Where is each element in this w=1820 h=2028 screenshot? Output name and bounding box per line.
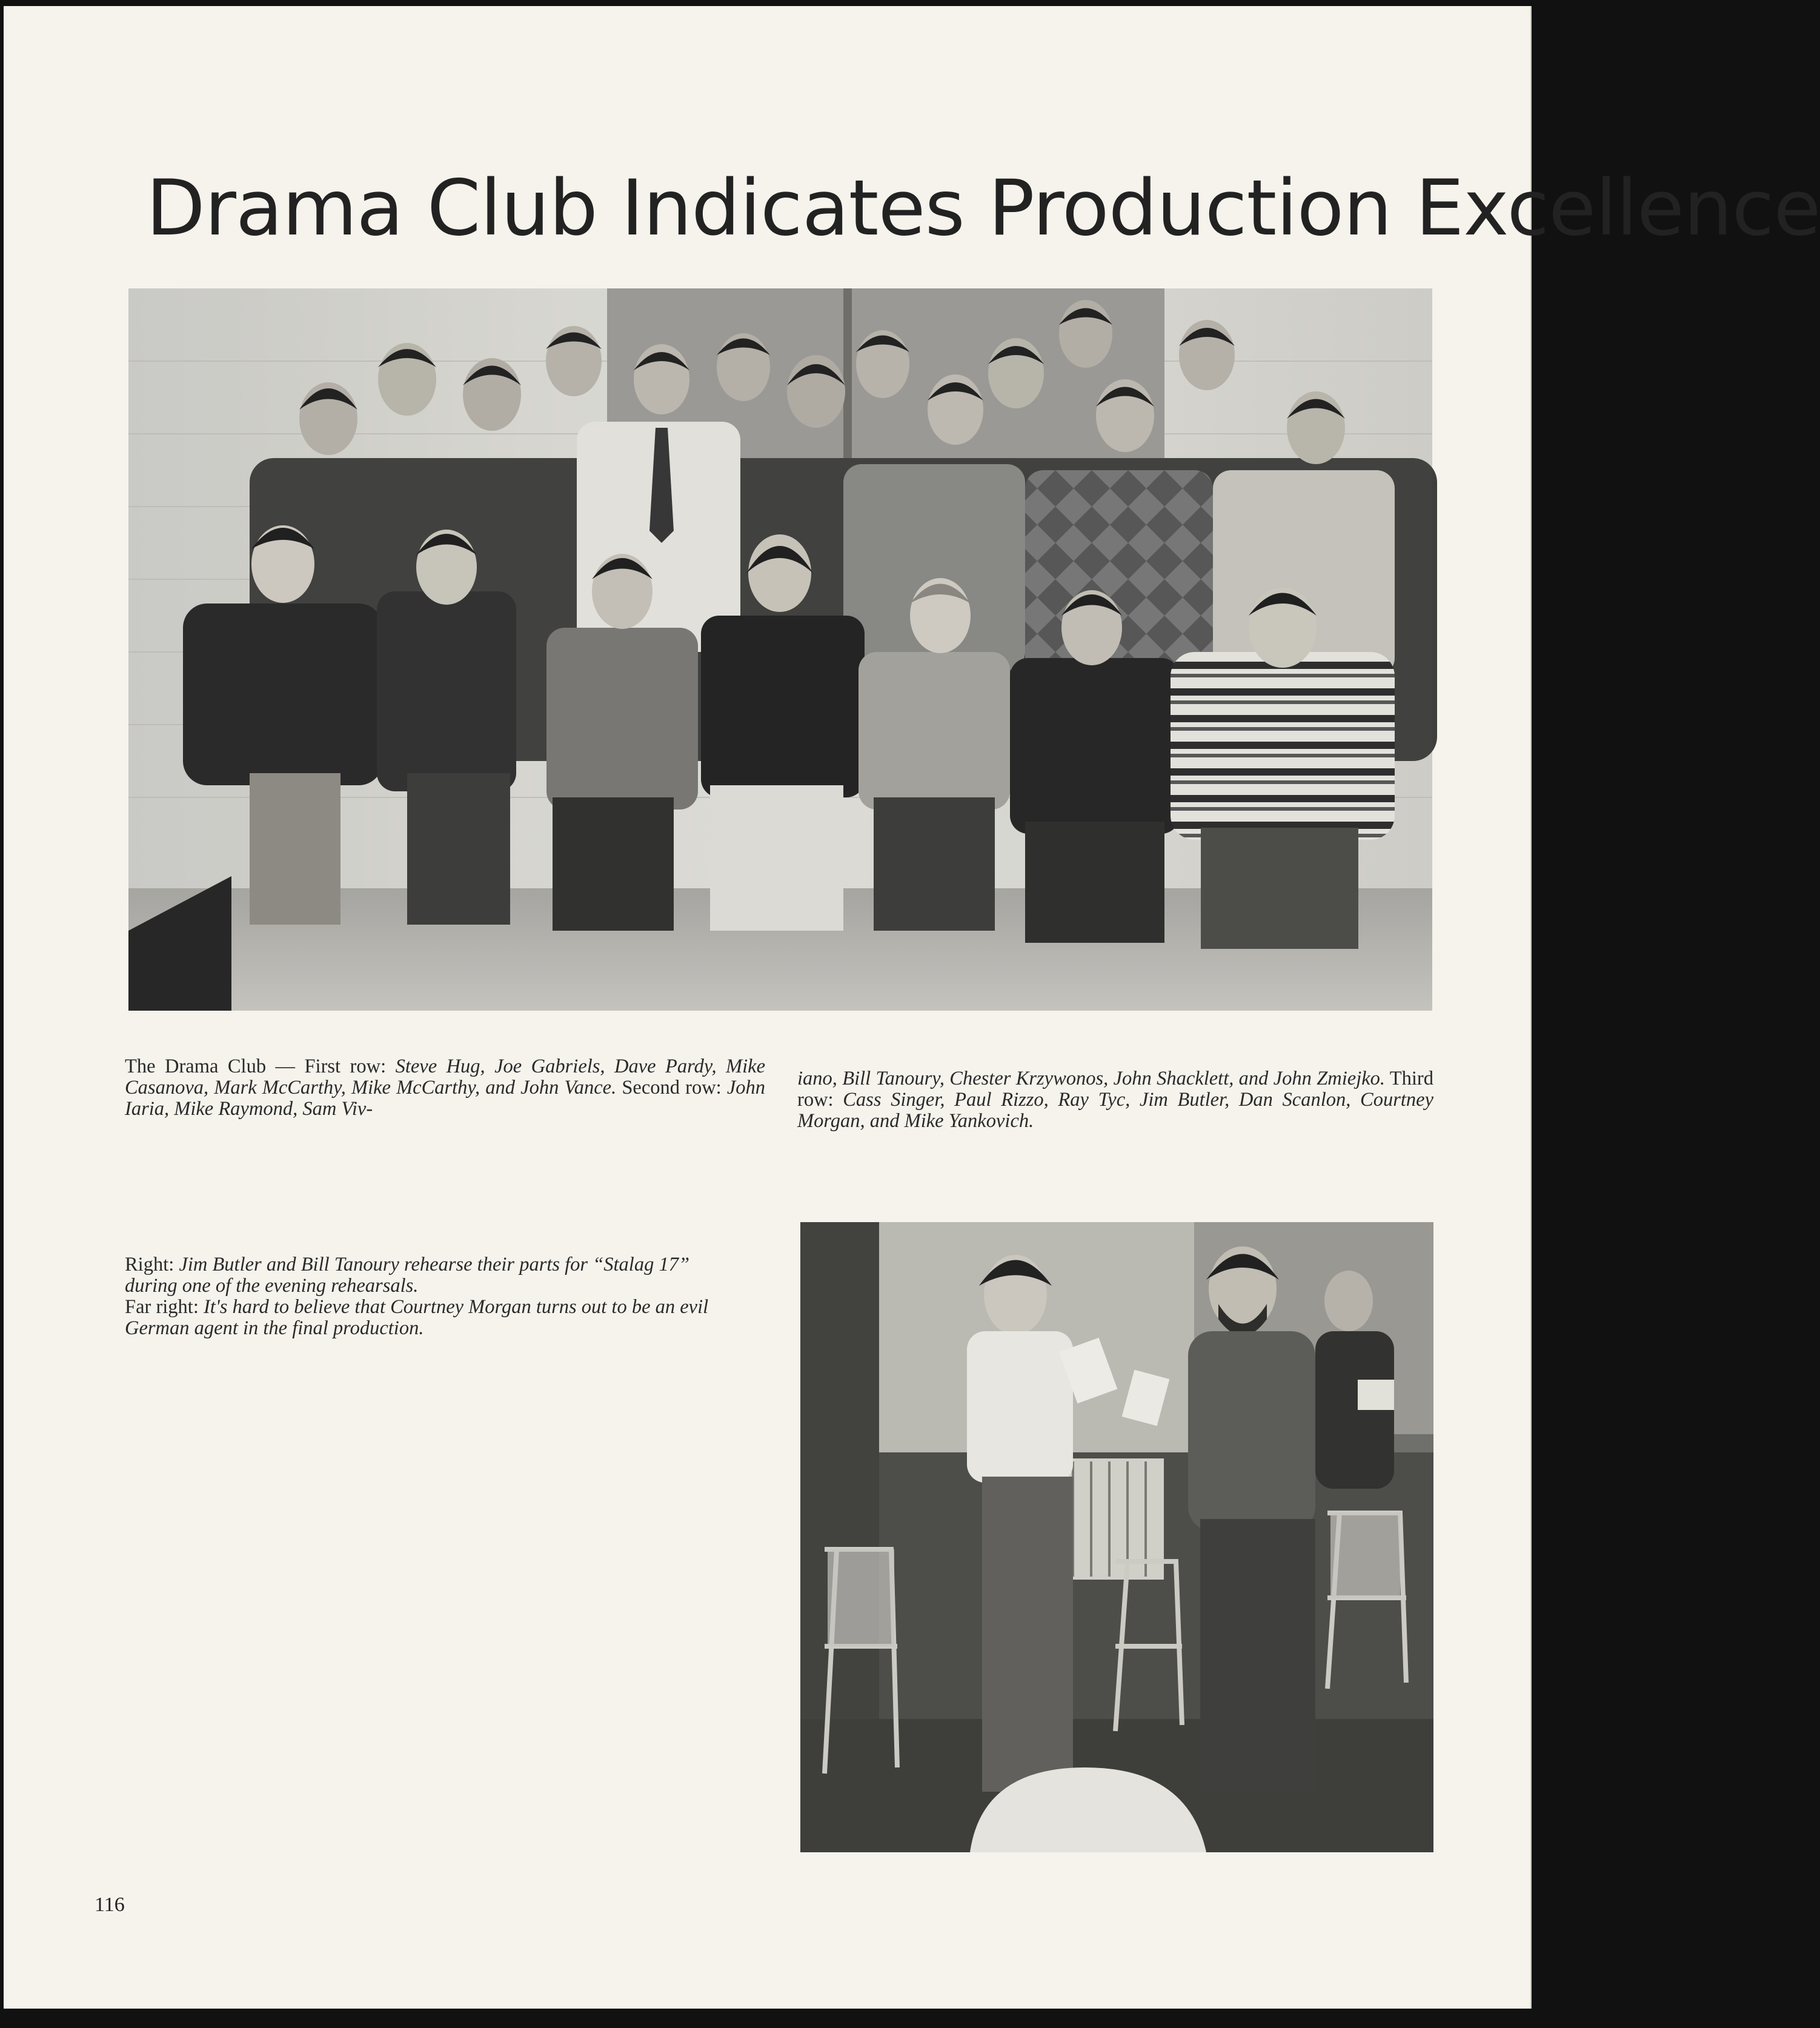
yearbook-page (4, 6, 1820, 2009)
second-row-names: John Iaria, Mike Raymond, Sam Viv- (125, 1076, 766, 1120)
caption-lead: The Drama Club — First row: (125, 1055, 396, 1077)
page-title: Drama Club Indicates Production Excellence (146, 163, 1820, 253)
rehearsal-photo-image (800, 1222, 1433, 1852)
second-row-label: Second row: (616, 1076, 727, 1099)
third-row-label: Third row: (797, 1067, 1433, 1111)
right-photo-caption (125, 1254, 719, 1297)
first-row-names: Steve Hug, Joe Gabriels, Dave Pardy, Mike Casanova, Mark McCarthy, Mike McCarthy, and John Vance. (125, 1055, 765, 1099)
drama-club-group-photo (128, 288, 1432, 1011)
second-row-names-cont: iano, Bill Tanoury, Chester Krzywonos, John Shacklett, and John Zmiejko. (797, 1067, 1386, 1089)
group-caption-right (797, 1068, 1433, 1132)
third-row-names: Cass Singer, Paul Rizzo, Ray Tyc, Jim Butler, Dan Scanlon, Courtney Morgan, and Mike Yankovich. (797, 1088, 1434, 1132)
group-caption-left (125, 1056, 765, 1120)
far-right-photo-caption (125, 1297, 719, 1339)
right-label: Right: (125, 1253, 179, 1275)
rehearsal-caption (125, 1254, 719, 1339)
page-number: 116 (95, 1893, 125, 1916)
group-photo-image (128, 288, 1432, 1011)
rehearsal-photo (800, 1222, 1433, 1852)
far-right-text: It's hard to believe that Courtney Morgan turns out to be an evil German agent in the final production. (125, 1295, 709, 1339)
right-text: Jim Butler and Bill Tanoury rehearse their parts for “Stalag 17” during one of the evening rehearsals. (125, 1253, 690, 1297)
far-right-label: Far right: (125, 1295, 204, 1318)
